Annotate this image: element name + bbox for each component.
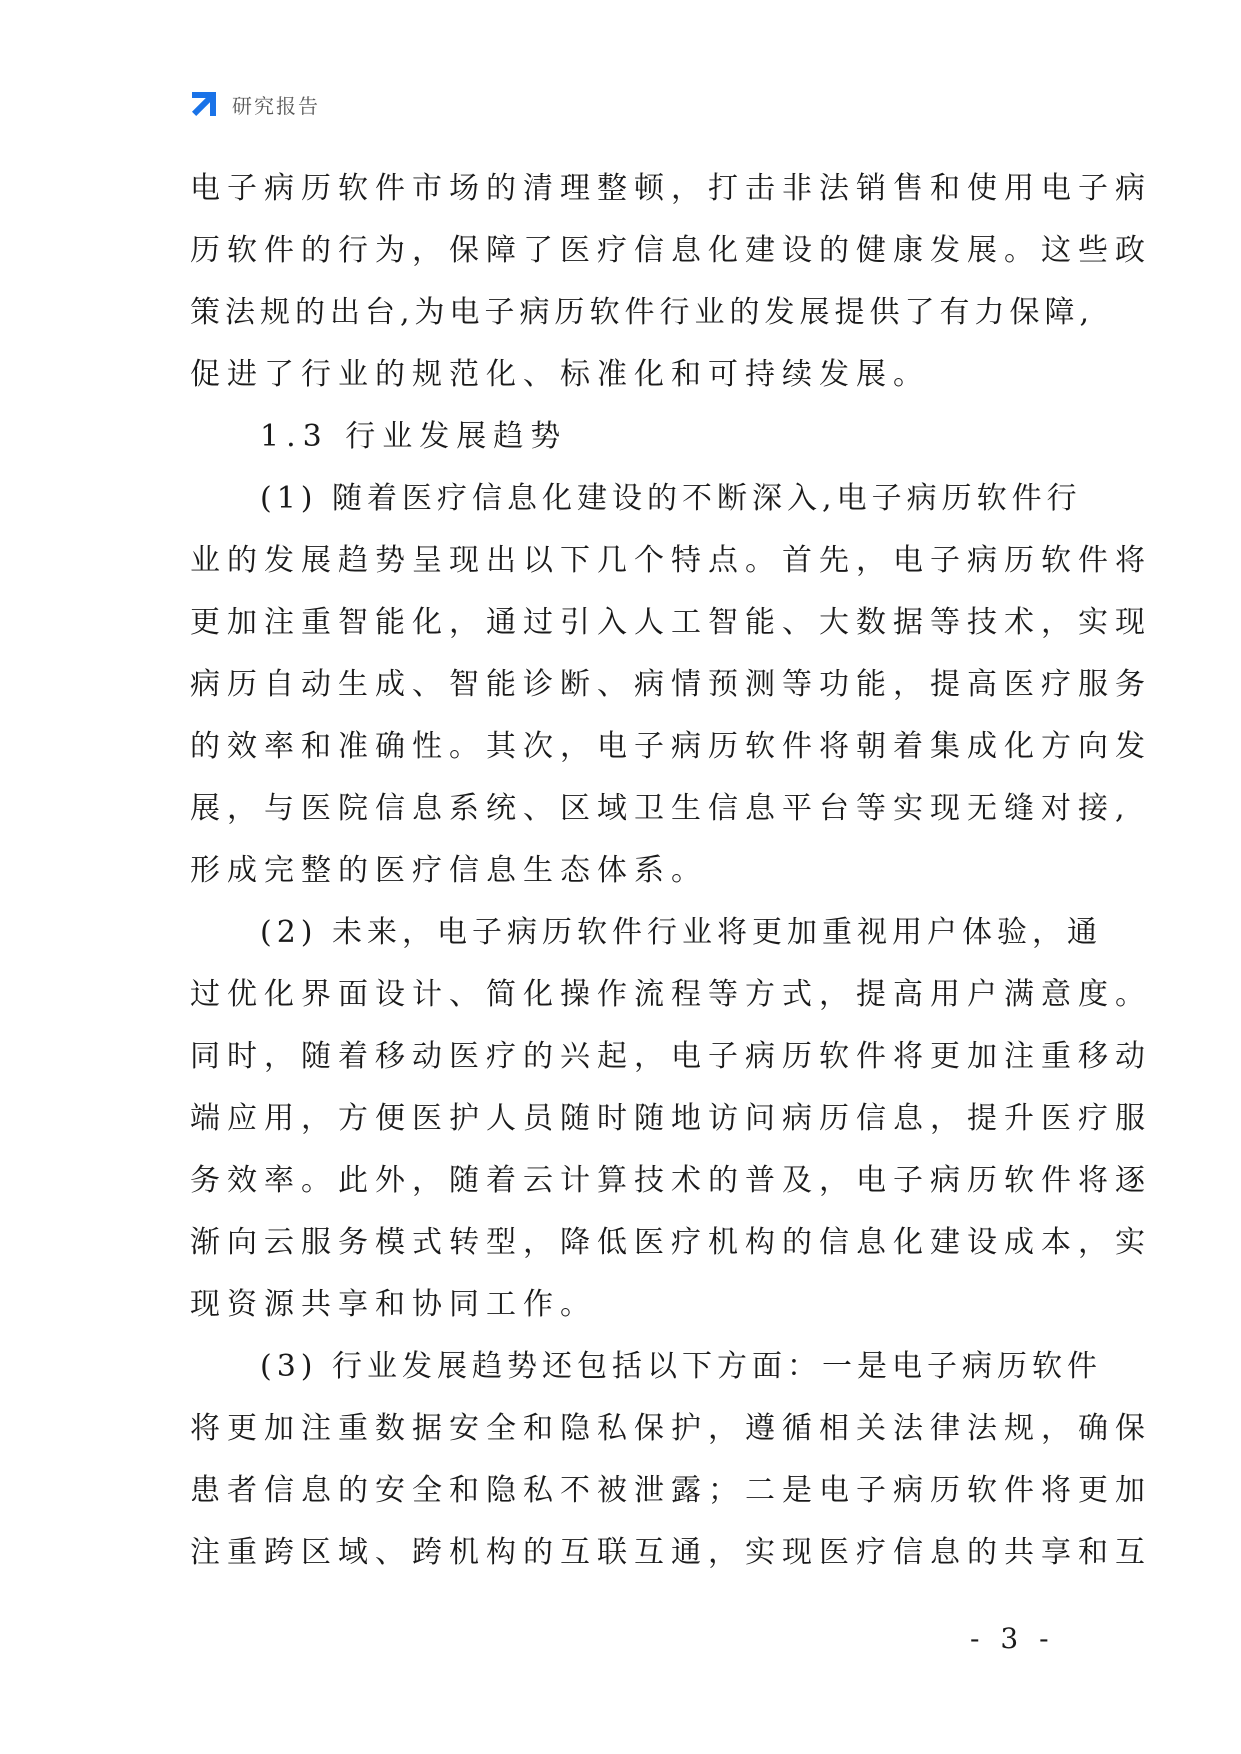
text-line: (3) 行业发展趋势还包括以下方面：一是电子病历软件 xyxy=(260,1349,1103,1384)
text-line: 的效率和准确性。其次，电子病历软件将朝着集成化方向发 xyxy=(190,729,1152,764)
text-line: (1) 随着医疗信息化建设的不断深入,电子病历软件行 xyxy=(260,481,1082,516)
text-line: 注重跨区域、跨机构的互联互通，实现医疗信息的共享和互 xyxy=(190,1535,1152,1570)
text-line: 务效率。此外，随着云计算技术的普及，电子病历软件将逐 xyxy=(190,1163,1152,1198)
text-line: (2) 未来，电子病历软件行业将更加重视用户体验，通 xyxy=(260,915,1103,950)
text-line: 端应用，方便医护人员随时随地访问病历信息，提升医疗服 xyxy=(190,1101,1152,1136)
text-line: 同时，随着移动医疗的兴起，电子病历软件将更加注重移动 xyxy=(190,1039,1152,1074)
text-line: 将更加注重数据安全和隐私保护，遵循相关法律法规，确保 xyxy=(190,1411,1152,1446)
text-line: 策法规的出台,为电子病历软件行业的发展提供了有力保障, xyxy=(190,295,1095,330)
text-line: 更加注重智能化，通过引入人工智能、大数据等技术，实现 xyxy=(190,605,1152,640)
text-line: 展，与医院信息系统、区域卫生信息平台等实现无缝对接, xyxy=(190,791,1132,826)
text-line: 现资源共享和协同工作。 xyxy=(190,1287,597,1322)
report-header xyxy=(188,86,320,122)
section-heading: 1.3 行业发展趋势 xyxy=(260,419,568,454)
text-line: 电子病历软件市场的清理整顿，打击非法销售和使用电子病 xyxy=(190,171,1152,206)
header-title: 研究报告 xyxy=(232,93,320,118)
arrow-up-right-logo-icon xyxy=(188,88,220,120)
text-line: 渐向云服务模式转型，降低医疗机构的信息化建设成本，实 xyxy=(190,1225,1152,1260)
text-line: 历软件的行为，保障了医疗信息化建设的健康发展。这些政 xyxy=(190,233,1152,268)
text-line: 促进了行业的规范化、标准化和可持续发展。 xyxy=(190,357,930,392)
text-line: 病历自动生成、智能诊断、病情预测等功能，提高医疗服务 xyxy=(190,667,1152,702)
text-line: 过优化界面设计、简化操作流程等方式，提高用户满意度。 xyxy=(190,977,1152,1012)
page-number: - 3 - xyxy=(970,1622,1055,1655)
body-text xyxy=(190,158,1152,1584)
text-line: 业的发展趋势呈现出以下几个特点。首先，电子病历软件将 xyxy=(190,543,1152,578)
text-line: 患者信息的安全和隐私不被泄露；二是电子病历软件将更加 xyxy=(190,1473,1152,1508)
text-line: 形成完整的医疗信息生态体系。 xyxy=(190,853,708,888)
